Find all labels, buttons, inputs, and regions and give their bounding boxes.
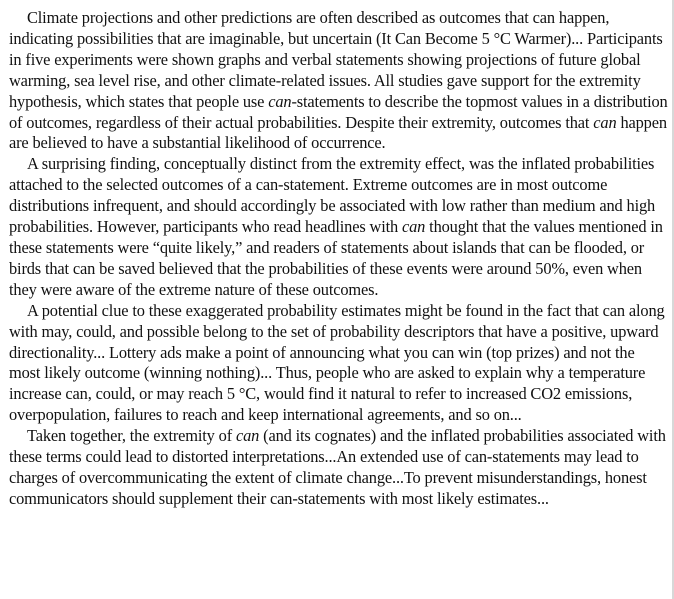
text-segment: Taken together, the extremity of xyxy=(27,426,236,446)
text-segment: thought that the values mentioned in these statements were “quite likely,” and readers of statements about islands that can be flooded, or birds that can be saved believed that the probabilities of these events were around 50%, even when they were aware of the extreme nature of these outcomes. xyxy=(9,217,663,299)
paragraph-3 xyxy=(9,301,668,426)
text-segment: happen are believed to have a substantial likelihood of occurrence. xyxy=(9,112,667,153)
text-segment: A surprising finding, conceptually distinct from the extremity effect, was the inflated probabilities attached to the selected outcomes of a can-statement. Extreme outcomes are in most outcome distributions infrequent, and should accordingly be associated with low rather than medium and high probabilities. However, participants who read headlines with xyxy=(9,154,656,237)
text-segment: (and its cognates) and the inflated probabilities associated with these terms could lead to distorted interpretations...An extended use of can-statements may lead to charges of overcommunicating the extent of climate change...To prevent misunderstandings, honest communicators should supplement their can-statements with most likely estimates... xyxy=(9,426,666,508)
italic-term-can: can xyxy=(268,91,292,111)
text-segment: A potential clue to these exaggerated probability estimates might be found in the fact that can along with may, could, and possible belong to the set of probability descriptors that have a positive, upward directionality... Lottery ads make a point of announcing what you can win (top prizes) and not the most likely outcome (winning nothing)... Thus, people who are asked to explain why a temperature increase can, could, or may reach 5 °C, would find it natural to refer to increased CO2 emissions, overpopulation, failures to reach and keep international agreements, and so on... xyxy=(9,300,665,425)
paragraph-1 xyxy=(9,8,668,154)
italic-term-can: can xyxy=(402,217,426,237)
text-segment: -statements to describe the topmost values in a distribution of outcomes, regardless of their actual probabilities. Despite their extremity, outcomes that xyxy=(9,91,668,132)
italic-term-can: can xyxy=(235,426,260,446)
italic-term-can: can xyxy=(593,112,617,132)
paragraph-4 xyxy=(9,426,668,510)
text-segment: Climate projections and other predictions are often described as outcomes that can happen, indicating possibilities that are imaginable, but uncertain (It Can Become 5 °C Warmer)... Participants in five experiments were shown graphs and verbal statements showing projections of future global warming, sea level rise, and other climate-related issues. All studies gave support for the extremity hypothesis, which states that people use xyxy=(9,8,663,111)
paragraph-2 xyxy=(9,154,668,300)
